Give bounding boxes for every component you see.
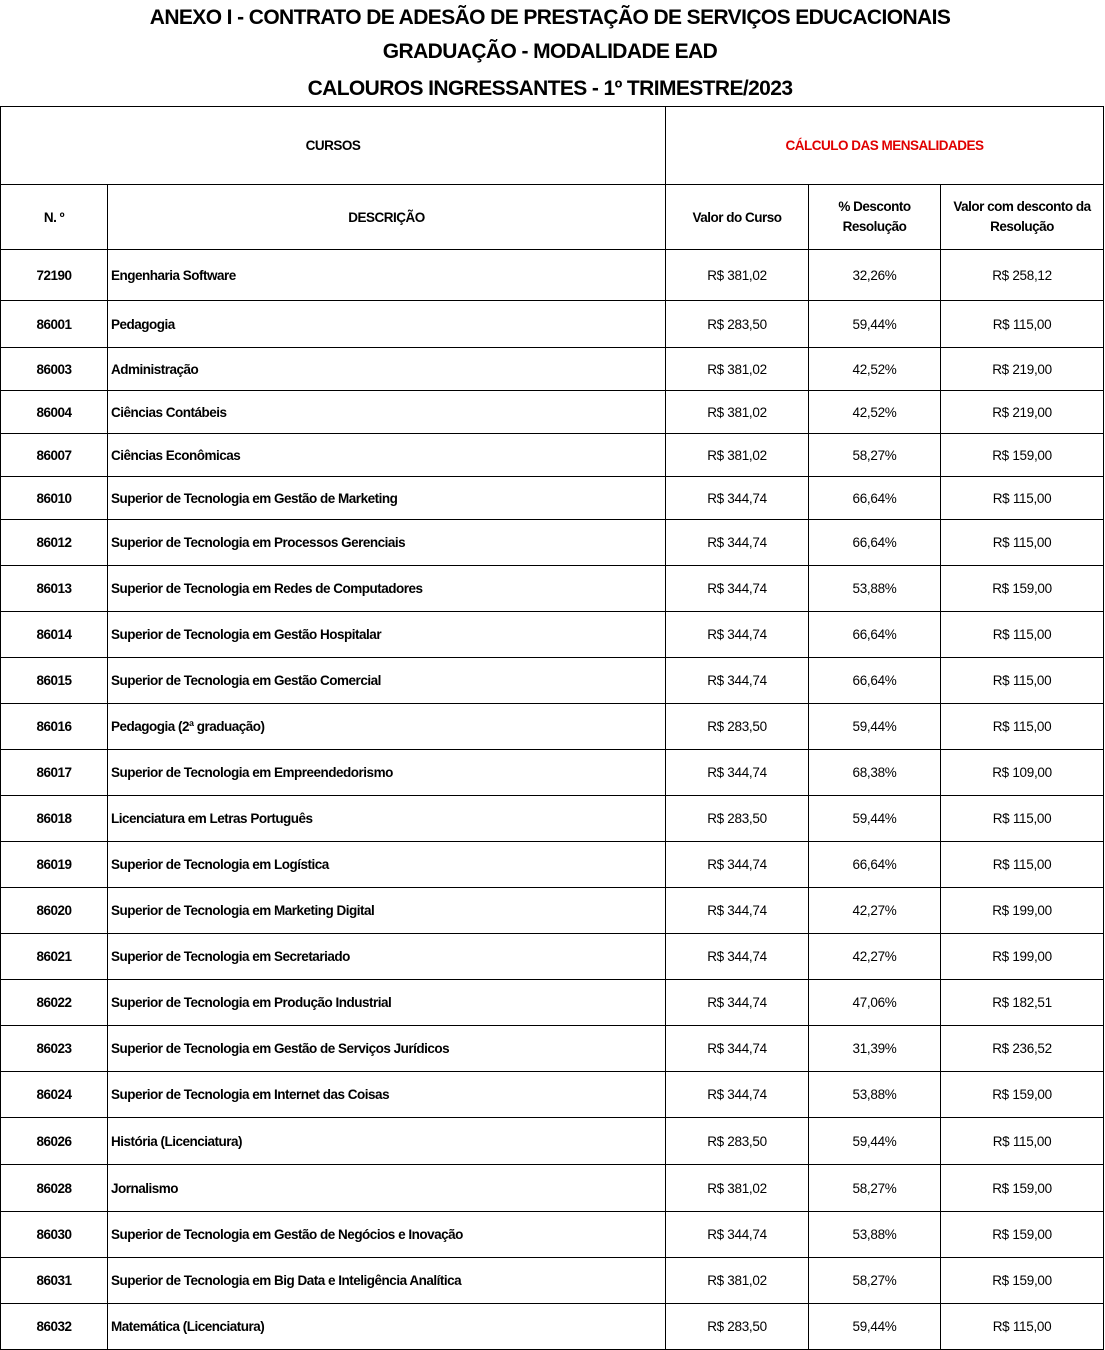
discounted-value-cell: R$ 115,00 bbox=[941, 1304, 1104, 1350]
discount-percent-cell: 66,64% bbox=[809, 520, 941, 566]
discounted-value-cell: R$ 115,00 bbox=[941, 1118, 1104, 1165]
table-column-header-row bbox=[1, 185, 1104, 250]
course-value-cell: R$ 381,02 bbox=[666, 348, 809, 391]
column-header-discounted-value: Valor com desconto da Resolução bbox=[941, 185, 1104, 250]
discount-percent-cell: 58,27% bbox=[809, 434, 941, 477]
table-group-header-row bbox=[1, 107, 1104, 185]
discount-percent-cell: 59,44% bbox=[809, 704, 941, 750]
discounted-value-cell: R$ 199,00 bbox=[941, 934, 1104, 980]
course-value-cell: R$ 344,74 bbox=[666, 612, 809, 658]
course-value-cell: R$ 344,74 bbox=[666, 1212, 809, 1258]
table-row bbox=[1, 520, 1104, 566]
discount-percent-cell: 42,52% bbox=[809, 348, 941, 391]
table-row bbox=[1, 301, 1104, 348]
discount-percent-cell: 53,88% bbox=[809, 566, 941, 612]
discounted-value-cell: R$ 159,00 bbox=[941, 566, 1104, 612]
course-number-cell: 86022 bbox=[1, 980, 108, 1026]
discounted-value-cell: R$ 182,51 bbox=[941, 980, 1104, 1026]
course-number-cell: 86030 bbox=[1, 1212, 108, 1258]
discounted-value-cell: R$ 236,52 bbox=[941, 1026, 1104, 1072]
table-row bbox=[1, 704, 1104, 750]
discounted-value-cell: R$ 258,12 bbox=[941, 250, 1104, 301]
title-period: CALOUROS INGRESSANTES - 1º TRIMESTRE/2023 bbox=[307, 77, 793, 100]
discount-percent-cell: 59,44% bbox=[809, 1304, 941, 1350]
course-description-cell: Superior de Tecnologia em Secretariado bbox=[108, 934, 666, 980]
course-description-cell: História (Licenciatura) bbox=[108, 1118, 666, 1165]
course-description-cell: Superior de Tecnologia em Gestão de Negócios e Inovação bbox=[108, 1212, 666, 1258]
course-description-cell: Superior de Tecnologia em Processos Gerenciais bbox=[108, 520, 666, 566]
course-number-cell: 86013 bbox=[1, 566, 108, 612]
course-description-cell: Superior de Tecnologia em Marketing Digital bbox=[108, 888, 666, 934]
course-value-cell: R$ 381,02 bbox=[666, 1165, 809, 1212]
course-number-cell: 86032 bbox=[1, 1304, 108, 1350]
course-description-cell: Superior de Tecnologia em Big Data e Inteligência Analítica bbox=[108, 1258, 666, 1304]
discounted-value-cell: R$ 115,00 bbox=[941, 796, 1104, 842]
course-number-cell: 86023 bbox=[1, 1026, 108, 1072]
course-value-cell: R$ 381,02 bbox=[666, 250, 809, 301]
discounted-value-cell: R$ 159,00 bbox=[941, 1258, 1104, 1304]
course-number-cell: 86017 bbox=[1, 750, 108, 796]
discount-percent-cell: 59,44% bbox=[809, 301, 941, 348]
course-number-cell: 86024 bbox=[1, 1072, 108, 1118]
table-row bbox=[1, 250, 1104, 301]
column-header-discount: % Desconto Resolução bbox=[809, 185, 941, 250]
course-value-cell: R$ 344,74 bbox=[666, 1072, 809, 1118]
course-value-cell: R$ 381,02 bbox=[666, 434, 809, 477]
table-row bbox=[1, 842, 1104, 888]
course-value-cell: R$ 344,74 bbox=[666, 1026, 809, 1072]
table-row bbox=[1, 888, 1104, 934]
discounted-value-cell: R$ 115,00 bbox=[941, 477, 1104, 520]
course-description-cell: Pedagogia bbox=[108, 301, 666, 348]
table-row bbox=[1, 1072, 1104, 1118]
course-number-cell: 86001 bbox=[1, 301, 108, 348]
course-value-cell: R$ 381,02 bbox=[666, 1258, 809, 1304]
table-row bbox=[1, 477, 1104, 520]
course-description-cell: Pedagogia (2ª graduação) bbox=[108, 704, 666, 750]
discount-percent-cell: 53,88% bbox=[809, 1212, 941, 1258]
course-number-cell: 86007 bbox=[1, 434, 108, 477]
course-number-cell: 86015 bbox=[1, 658, 108, 704]
column-header-description: DESCRIÇÃO bbox=[108, 185, 666, 250]
table-row bbox=[1, 434, 1104, 477]
course-value-cell: R$ 381,02 bbox=[666, 391, 809, 434]
course-value-cell: R$ 344,74 bbox=[666, 566, 809, 612]
discounted-value-cell: R$ 115,00 bbox=[941, 520, 1104, 566]
course-description-cell: Jornalismo bbox=[108, 1165, 666, 1212]
discounted-value-cell: R$ 115,00 bbox=[941, 301, 1104, 348]
course-description-cell: Superior de Tecnologia em Gestão Comercial bbox=[108, 658, 666, 704]
table-row bbox=[1, 934, 1104, 980]
title-contract: ANEXO I - CONTRATO DE ADESÃO DE PRESTAÇÃO DE SERVIÇOS EDUCACIONAIS bbox=[149, 6, 951, 29]
discount-percent-cell: 31,39% bbox=[809, 1026, 941, 1072]
discounted-value-cell: R$ 115,00 bbox=[941, 704, 1104, 750]
course-number-cell: 86016 bbox=[1, 704, 108, 750]
discount-percent-cell: 58,27% bbox=[809, 1165, 941, 1212]
discounted-value-cell: R$ 159,00 bbox=[941, 1212, 1104, 1258]
discount-percent-cell: 53,88% bbox=[809, 1072, 941, 1118]
table-row bbox=[1, 796, 1104, 842]
group-header-calculation: CÁLCULO DAS MENSALIDADES bbox=[666, 107, 1104, 185]
course-number-cell: 86018 bbox=[1, 796, 108, 842]
course-value-cell: R$ 344,74 bbox=[666, 477, 809, 520]
course-value-cell: R$ 344,74 bbox=[666, 520, 809, 566]
course-description-cell: Superior de Tecnologia em Gestão de Serviços Jurídicos bbox=[108, 1026, 666, 1072]
table-row bbox=[1, 750, 1104, 796]
discount-percent-cell: 59,44% bbox=[809, 1118, 941, 1165]
table-row bbox=[1, 980, 1104, 1026]
course-description-cell: Superior de Tecnologia em Internet das Coisas bbox=[108, 1072, 666, 1118]
discounted-value-cell: R$ 199,00 bbox=[941, 888, 1104, 934]
course-value-cell: R$ 283,50 bbox=[666, 796, 809, 842]
tuition-table bbox=[0, 106, 1104, 1350]
course-number-cell: 86010 bbox=[1, 477, 108, 520]
course-description-cell: Administração bbox=[108, 348, 666, 391]
course-value-cell: R$ 344,74 bbox=[666, 934, 809, 980]
course-description-cell: Superior de Tecnologia em Empreendedorismo bbox=[108, 750, 666, 796]
course-value-cell: R$ 344,74 bbox=[666, 658, 809, 704]
course-description-cell: Ciências Econômicas bbox=[108, 434, 666, 477]
discount-percent-cell: 42,27% bbox=[809, 934, 941, 980]
discount-percent-cell: 47,06% bbox=[809, 980, 941, 1026]
course-value-cell: R$ 344,74 bbox=[666, 750, 809, 796]
table-row bbox=[1, 391, 1104, 434]
discounted-value-cell: R$ 159,00 bbox=[941, 434, 1104, 477]
course-number-cell: 86031 bbox=[1, 1258, 108, 1304]
title-modality: GRADUAÇÃO - MODALIDADE EAD bbox=[382, 40, 718, 63]
discounted-value-cell: R$ 159,00 bbox=[941, 1072, 1104, 1118]
table-body bbox=[1, 250, 1104, 1350]
discount-percent-cell: 66,64% bbox=[809, 658, 941, 704]
table-row bbox=[1, 1258, 1104, 1304]
course-number-cell: 86028 bbox=[1, 1165, 108, 1212]
table-row bbox=[1, 1165, 1104, 1212]
group-header-courses: CURSOS bbox=[1, 107, 666, 185]
table-row bbox=[1, 1304, 1104, 1350]
table-row bbox=[1, 658, 1104, 704]
course-value-cell: R$ 344,74 bbox=[666, 842, 809, 888]
discount-percent-cell: 68,38% bbox=[809, 750, 941, 796]
discount-percent-cell: 66,64% bbox=[809, 612, 941, 658]
discounted-value-cell: R$ 219,00 bbox=[941, 391, 1104, 434]
discount-percent-cell: 66,64% bbox=[809, 477, 941, 520]
course-description-cell: Engenharia Software bbox=[108, 250, 666, 301]
table-row bbox=[1, 1026, 1104, 1072]
course-value-cell: R$ 283,50 bbox=[666, 704, 809, 750]
discounted-value-cell: R$ 159,00 bbox=[941, 1165, 1104, 1212]
table-row bbox=[1, 348, 1104, 391]
table-row bbox=[1, 612, 1104, 658]
table-row bbox=[1, 1212, 1104, 1258]
course-description-cell: Superior de Tecnologia em Gestão de Marketing bbox=[108, 477, 666, 520]
course-value-cell: R$ 283,50 bbox=[666, 1304, 809, 1350]
course-description-cell: Ciências Contábeis bbox=[108, 391, 666, 434]
course-number-cell: 72190 bbox=[1, 250, 108, 301]
course-description-cell: Superior de Tecnologia em Redes de Computadores bbox=[108, 566, 666, 612]
course-value-cell: R$ 283,50 bbox=[666, 301, 809, 348]
discounted-value-cell: R$ 219,00 bbox=[941, 348, 1104, 391]
table-row bbox=[1, 1118, 1104, 1165]
course-description-cell: Superior de Tecnologia em Logística bbox=[108, 842, 666, 888]
discounted-value-cell: R$ 115,00 bbox=[941, 658, 1104, 704]
discount-percent-cell: 32,26% bbox=[809, 250, 941, 301]
course-number-cell: 86012 bbox=[1, 520, 108, 566]
discount-percent-cell: 66,64% bbox=[809, 842, 941, 888]
course-value-cell: R$ 283,50 bbox=[666, 1118, 809, 1165]
course-value-cell: R$ 344,74 bbox=[666, 980, 809, 1026]
course-number-cell: 86020 bbox=[1, 888, 108, 934]
course-value-cell: R$ 344,74 bbox=[666, 888, 809, 934]
course-number-cell: 86003 bbox=[1, 348, 108, 391]
course-description-cell: Matemática (Licenciatura) bbox=[108, 1304, 666, 1350]
course-description-cell: Superior de Tecnologia em Gestão Hospitalar bbox=[108, 612, 666, 658]
column-header-course-value: Valor do Curso bbox=[666, 185, 809, 250]
course-number-cell: 86021 bbox=[1, 934, 108, 980]
course-number-cell: 86014 bbox=[1, 612, 108, 658]
course-description-cell: Superior de Tecnologia em Produção Industrial bbox=[108, 980, 666, 1026]
column-header-number: N. º bbox=[1, 185, 108, 250]
course-number-cell: 86004 bbox=[1, 391, 108, 434]
discount-percent-cell: 42,27% bbox=[809, 888, 941, 934]
discounted-value-cell: R$ 115,00 bbox=[941, 842, 1104, 888]
course-number-cell: 86019 bbox=[1, 842, 108, 888]
discount-percent-cell: 42,52% bbox=[809, 391, 941, 434]
discounted-value-cell: R$ 115,00 bbox=[941, 612, 1104, 658]
discount-percent-cell: 58,27% bbox=[809, 1258, 941, 1304]
discount-percent-cell: 59,44% bbox=[809, 796, 941, 842]
course-number-cell: 86026 bbox=[1, 1118, 108, 1165]
course-description-cell: Licenciatura em Letras Português bbox=[108, 796, 666, 842]
table-row bbox=[1, 566, 1104, 612]
discounted-value-cell: R$ 109,00 bbox=[941, 750, 1104, 796]
